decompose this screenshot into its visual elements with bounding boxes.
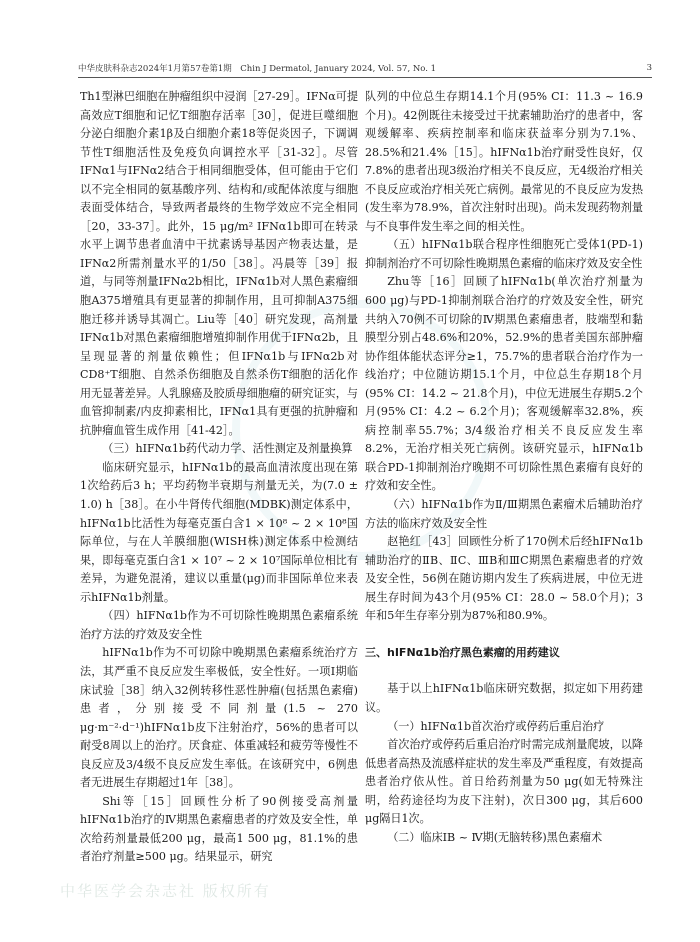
main-section-title: 三、hIFNα1b治疗黑色素瘤的用药建议 — [365, 645, 560, 659]
journal-citation: 中华皮肤科杂志2024年1月第57卷第1期 Chin J Dermatol, January 2024, Vol. 57, No. 1 — [78, 64, 437, 74]
paragraph: 基于以上hIFNα1b临床研究数据，拟定如下用药建议。 — [365, 682, 643, 714]
paragraph: hIFNα1b作为不可切除中晚期黑色素瘤系统治疗方法，其严重不良反应发生率极低，安全性好。一项Ⅰ期临床试验［38］纳入32例转移性恶性肿瘤(包括黑色素瘤)患者，分别接受不同剂量(1.5 ~ 270 μg·m⁻²·d⁻¹)hIFNα1b皮下注射治疗，56%的患者可以耐受8周以上的治疗。厌食症、体重减轻和疲劳等慢性不良反应及3/4级不良反应发生率低。在该研究中，6例患者无进展生存期超过1年［38］。 — [80, 646, 358, 790]
left-column — [80, 88, 358, 867]
page-number: 3 — [646, 63, 652, 73]
section-heading: （二）临床ⅠB ~ Ⅳ期(无脑转移)黑色素瘤术 — [387, 830, 603, 844]
section-heading: （一）hIFNα1b首次治疗或停药后重启治疗 — [387, 719, 605, 733]
paragraph: Zhu等［16］回顾了hIFNα1b(单次治疗剂量为600 μg)与PD-1抑制剂联合治疗的疗效及安全性，研究共纳入70例不可切除的Ⅳ期黑色素瘤患者，肢端型和黏膜型分别占48.6%和20%，52.9%的患者美国东部肿瘤协作组体能状态评分≥1，75.7%的患者联合治疗作为一线治疗；中位随访期15.1个月，中位总生存期18个月(95% CI：14.2 ~ 21.8个月)，中位无进展生存期5.2个月(95% CI：4.2 ~ 6.2个月)；客观缓解率32.8%，疾病控制率55.7%；3/4级治疗相关不良反应发生率8.2%，无治疗相关死亡病例。该研究显示，hIFNα1b联合PD-1抑制剂治疗晚期不可切除性黑色素瘤有良好的疗效和安全性。 — [365, 275, 643, 493]
paragraph: 队列的中位总生存期14.1个月(95% CI：11.3 ~ 16.9个月)。42例既往未接受过干扰素辅助治疗的患者中，客观缓解率、疾病控制率和临床获益率分别为7.1%、28.5%和21.4%［15］。hIFNα1b治疗耐受性良好，仅7.8%的患者出现3级治疗相关不良反应，无4级治疗相关不良反应或治疗相关死亡病例。最常见的不良反应为发热(发生率为78.9%，首次注射时出现)。尚未发现药物剂量与不良事件发生率之间的相关性。 — [365, 90, 643, 233]
section-heading: （五）hIFNα1b联合程序性细胞死亡受体1(PD-1)抑制剂治疗不可切除性晚期黑色素瘤的临床疗效及安全性 — [365, 238, 643, 270]
header-rule — [78, 77, 652, 78]
section-heading: （六）hIFNα1b作为Ⅱ/Ⅲ期黑色素瘤术后辅助治疗方法的临床疗效及安全性 — [365, 498, 643, 530]
paragraph: 赵艳红［43］回顾性分析了170例术后经hIFNα1b辅助治疗的ⅡB、ⅡC、ⅢB和ⅢC期黑色素瘤患者的疗效及安全性，56例在随访期内发生了疾病进展，中位无进展生存时间为43个月(95% CI：28.0 ~ 58.0个月)；3年和5年生存率分别为87%和80.9%。 — [365, 535, 643, 623]
running-header — [78, 60, 652, 76]
section-heading: （三）hIFNα1b药代动力学、活性测定及剂量换算 — [102, 442, 353, 456]
publisher-watermark: 中华医学会杂志社 版权所有 — [60, 882, 271, 900]
paragraph: Th1型淋巴细胞在肿瘤组织中浸润［27-29］。IFNα可提高效应T细胞和记忆T细胞存活率［30］，促进巨噬细胞分泌白细胞介素1β及白细胞介素18等促炎因子，下调调节性T细胞活性及免疫负向调控水平［31-32］。尽管IFNα1与IFNα2结合于相同细胞受体，但可能由于它们以不完全相同的氨基酸序列、结构和/或配体浓度与细胞表面受体结合，导致两者最终的生物学效应不完全相同［20，33-37］。此外，15 μg/m² IFNα1b即可在转录水平上调节患者血清中干扰素诱导基因产物表达量，是IFNα2所需剂量水平的1/50［38］。冯晨等［39］报道，与同等剂量IFNα2b相比，IFNα1b对人黑色素瘤细胞A375增殖具有更显著的抑制作用，且可抑制A375细胞迁移并诱导其凋亡。Liu等［40］研究发现，高剂量IFNα1b对黑色素瘤细胞增殖抑制作用优于IFNα2b，且呈现显著的剂量依赖性；但IFNα1b与IFNα2b对CD8⁺T细胞、自然杀伤细胞及自然杀伤T细胞的活化作用无显著差异。人乳腺癌及胶质母细胞瘤的研究证实，与血管抑制素/内皮抑素相比，IFNα1具有更强的抗肿瘤和抗肿瘤血管生成作用［41-42］。 — [80, 90, 358, 437]
paragraph: Shi等［15］回顾性分析了90例接受高剂量hIFNα1b治疗的Ⅳ期黑色素瘤患者的疗效及安全性，单次给药剂量最低200 μg，最高1 500 μg，81.1%的患者治疗剂量≥500 μg。结果显示，研究 — [80, 794, 358, 864]
paragraph: 首次治疗或停药后重启治疗时需完成剂量爬坡，以降低患者高热及流感样症状的发生率及严重程度，有效提高患者治疗依从性。首日给药剂量为50 μg(如无特殊注明，给药途径均为皮下注射)，次日300 μg，其后600 μg隔日1次。 — [365, 738, 643, 826]
section-heading: （四）hIFNα1b作为不可切除性晚期黑色素瘤系统治疗方法的疗效及安全性 — [80, 609, 358, 641]
paragraph: 临床研究显示，hIFNα1b的最高血清浓度出现在第1次给药后3 h；平均药物半衰期与剂量无关，为(7.0 ± 1.0) h［38］。在小牛肾传代细胞(MDBK)测定体系中，hIFNα1b比活性为每毫克蛋白含1 × 10⁸ ~ 2 × 10⁸国际单位，与在人羊膜细胞(WISH株)测定体系中检测结果，即每毫克蛋白含1 × 10⁷ ~ 2 × 10⁷国际单位相比有差异，为避免混淆，建议以重量(μg)而非国际单位来表示hIFNα1b剂量。 — [80, 460, 358, 604]
right-column — [365, 88, 643, 847]
